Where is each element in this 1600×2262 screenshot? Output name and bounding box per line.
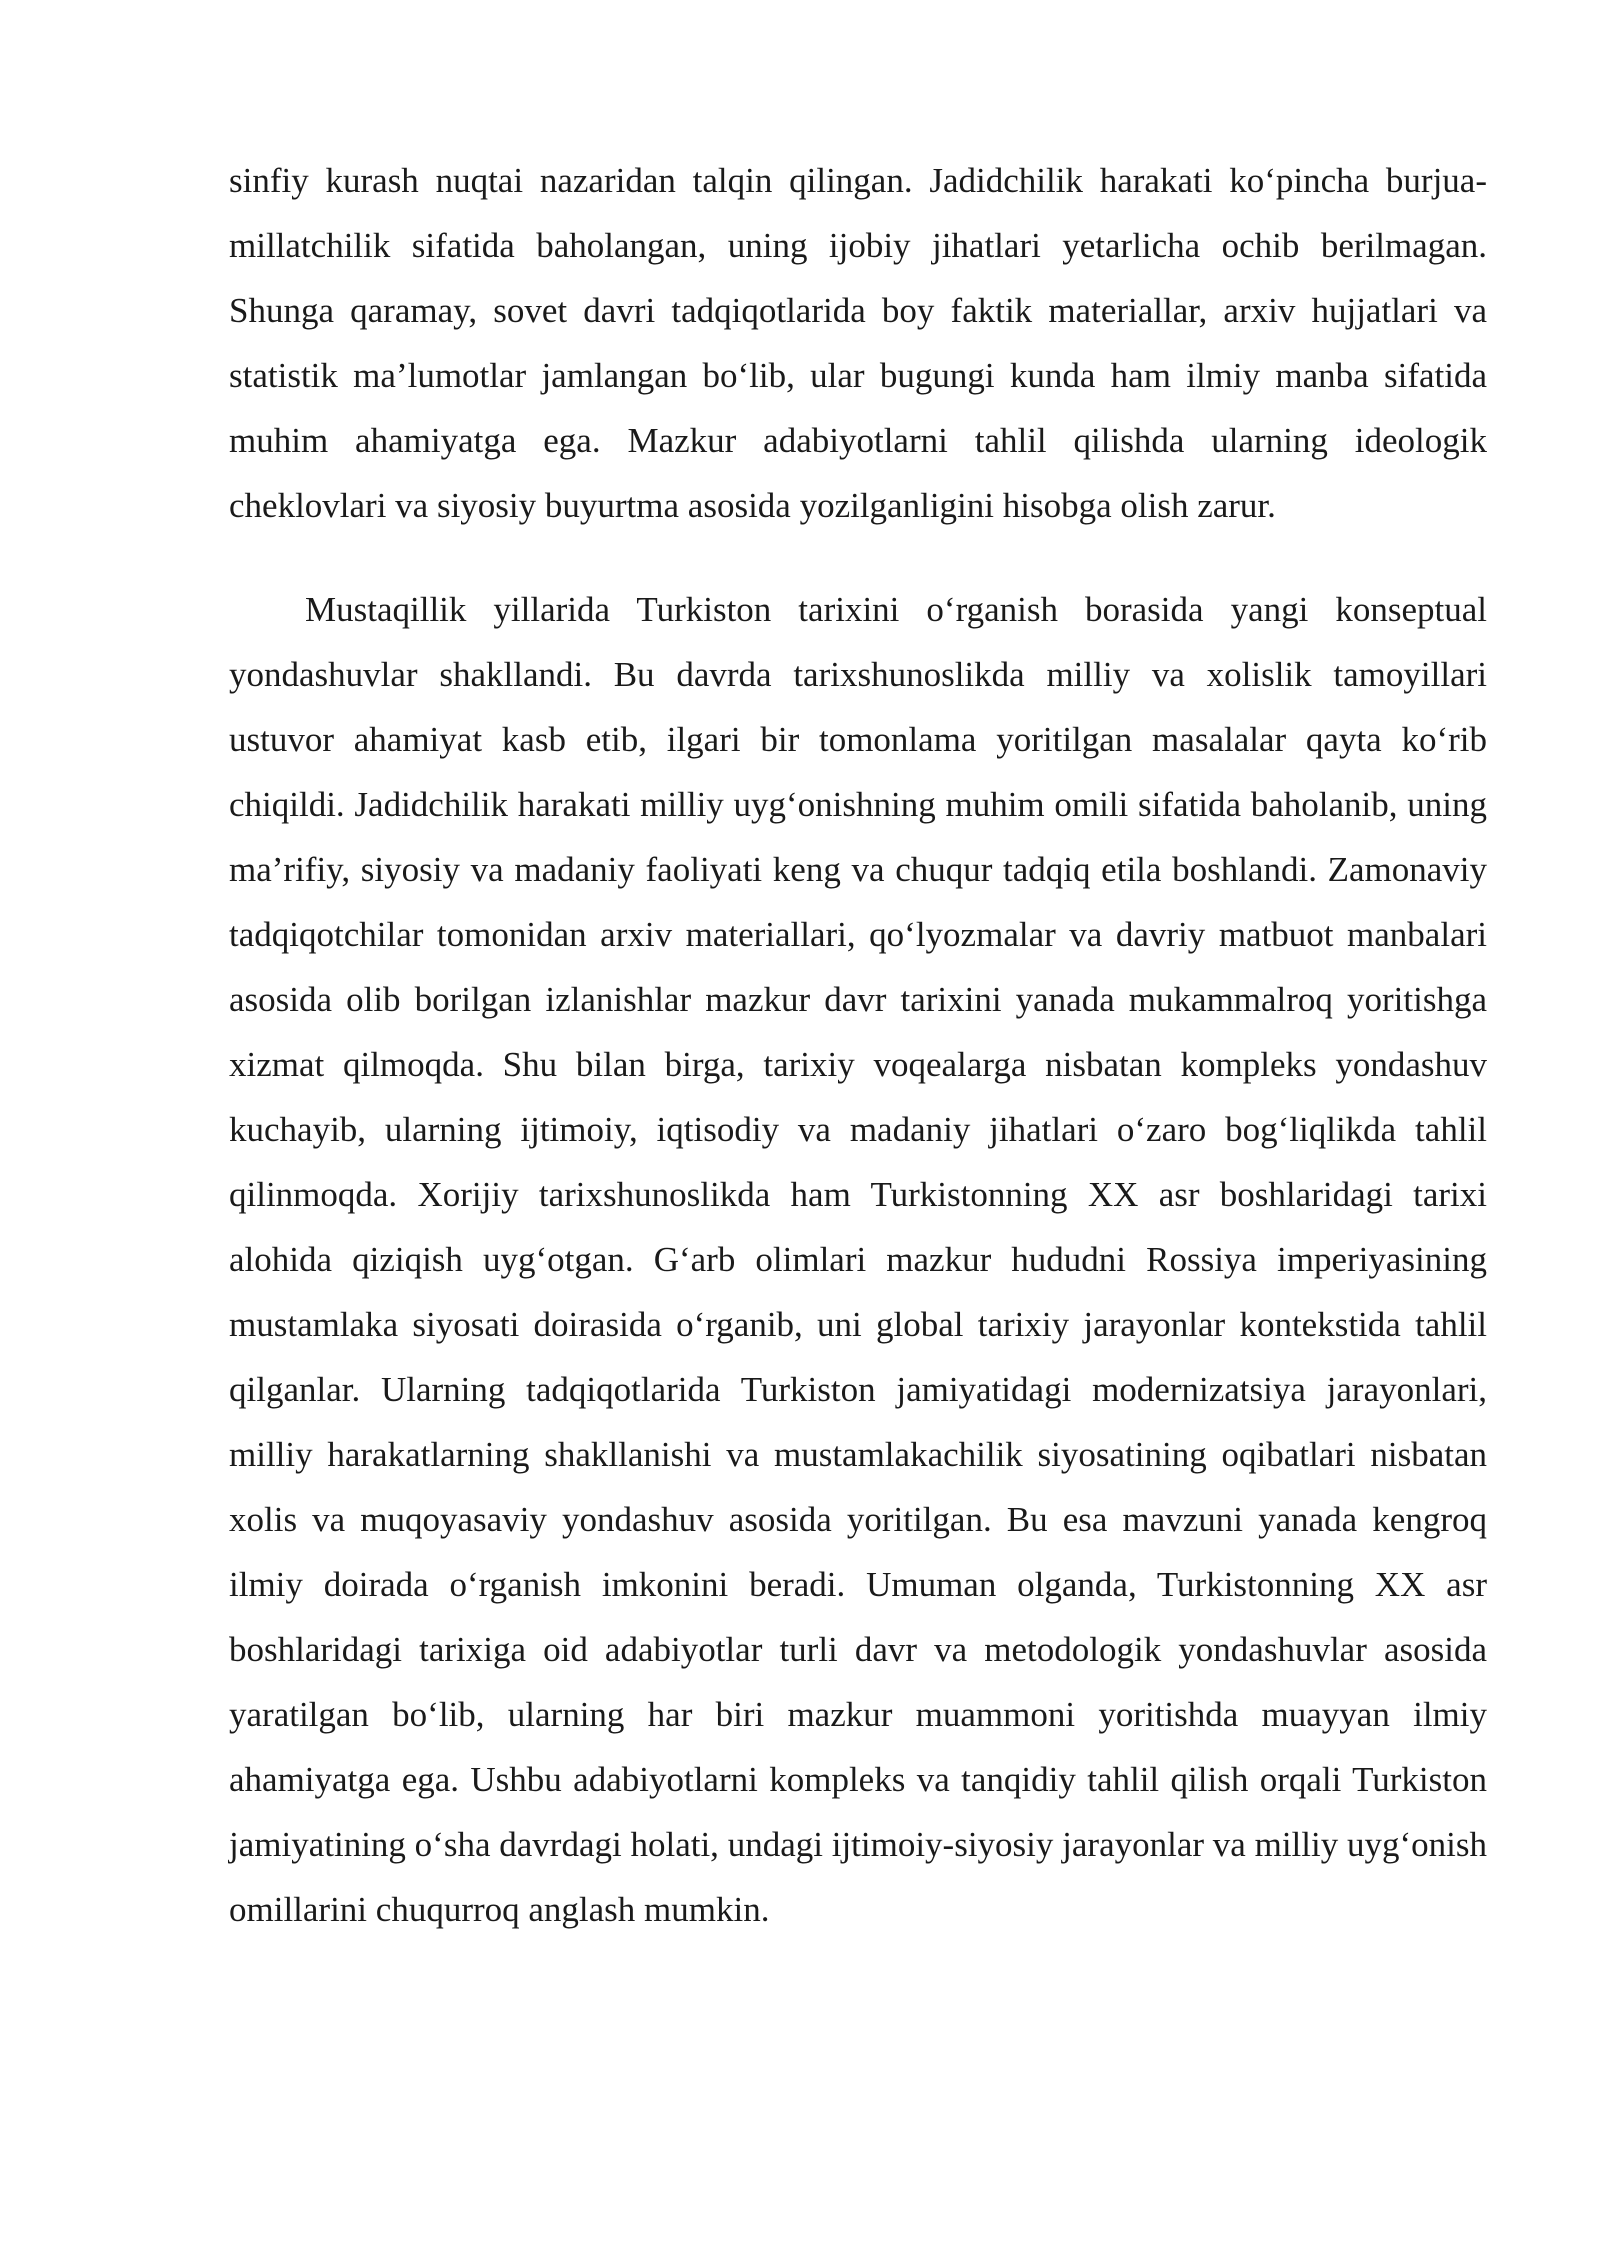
paragraph-continuation: sinfiy kurash nuqtai nazaridan talqin qilingan. Jadidchilik harakati ko‘pincha burjua-millatchilik sifatida baholangan, uning ijobiy jihatlari yetarlicha ochib berilmagan. Shunga qaramay, sovet davri tadqiqotlarida boy faktik materiallar, arxiv hujjatlari va statistik ma’lumotlar jamlangan bo‘lib, ular bugungi kunda ham ilmiy manba sifatida muhim ahamiyatga ega. Mazkur adabiyotlarni tahlil qilishda ularning ideologik cheklovlari va siyosiy buyurtma asosida yozilganligini hisobga olish zarur.	[229, 161, 1487, 525]
document-page	[229, 148, 1487, 1942]
paragraph-historiography: Mustaqillik yillarida Turkiston tarixini o‘rganish borasida yangi konseptual yondashuvlar shakllandi. Bu davrda tarixshunoslikda milliy va xolislik tamoyillari ustuvor ahamiyat kasb etib, ilgari bir tomonlama yoritilgan masalalar qayta ko‘rib chiqildi. Jadidchilik harakati milliy uyg‘onishning muhim omili sifatida baholanib, uning ma’rifiy, siyosiy va madaniy faoliyati keng va chuqur tadqiq etila boshlandi. Zamonaviy tadqiqotchilar tomonidan arxiv materiallari, qo‘lyozmalar va davriy matbuot manbalari asosida olib borilgan izlanishlar mazkur davr tarixini yanada mukammalroq yoritishga xizmat qilmoqda. Shu bilan birga, tarixiy voqealarga nisbatan kompleks yondashuv kuchayib, ularning ijtimoiy, iqtisodiy va madaniy jihatlari o‘zaro bog‘liqlikda tahlil qilinmoqda. Xorijiy tarixshunoslikda ham Turkistonning XX asr boshlaridagi tarixi alohida qiziqish uyg‘otgan. G‘arb olimlari mazkur hududni Rossiya imperiyasining mustamlaka siyosati doirasida o‘rganib, uni global tarixiy jarayonlar kontekstida tahlil qilganlar. Ularning tadqiqotlarida Turkiston jamiyatidagi modernizatsiya jarayonlari, milliy harakatlarning shakllanishi va mustamlakachilik siyosatining oqibatlari nisbatan xolis va muqoyasaviy yondashuv asosida yoritilgan. Bu esa mavzuni yanada kengroq ilmiy doirada o‘rganish imkonini beradi. Umuman olganda, Turkistonning XX asr boshlaridagi tarixiga oid adabiyotlar turli davr va metodologik yondashuvlar asosida yaratilgan bo‘lib, ularning har biri mazkur muammoni yoritishda muayyan ilmiy ahamiyatga ega. Ushbu adabiyotlarni kompleks va tanqidiy tahlil qilish orqali Turkiston jamiyatining o‘sha davrdagi holati, undagi ijtimoiy-siyosiy jarayonlar va milliy uyg‘onish omillarini chuqurroq anglash mumkin.	[229, 590, 1487, 1929]
